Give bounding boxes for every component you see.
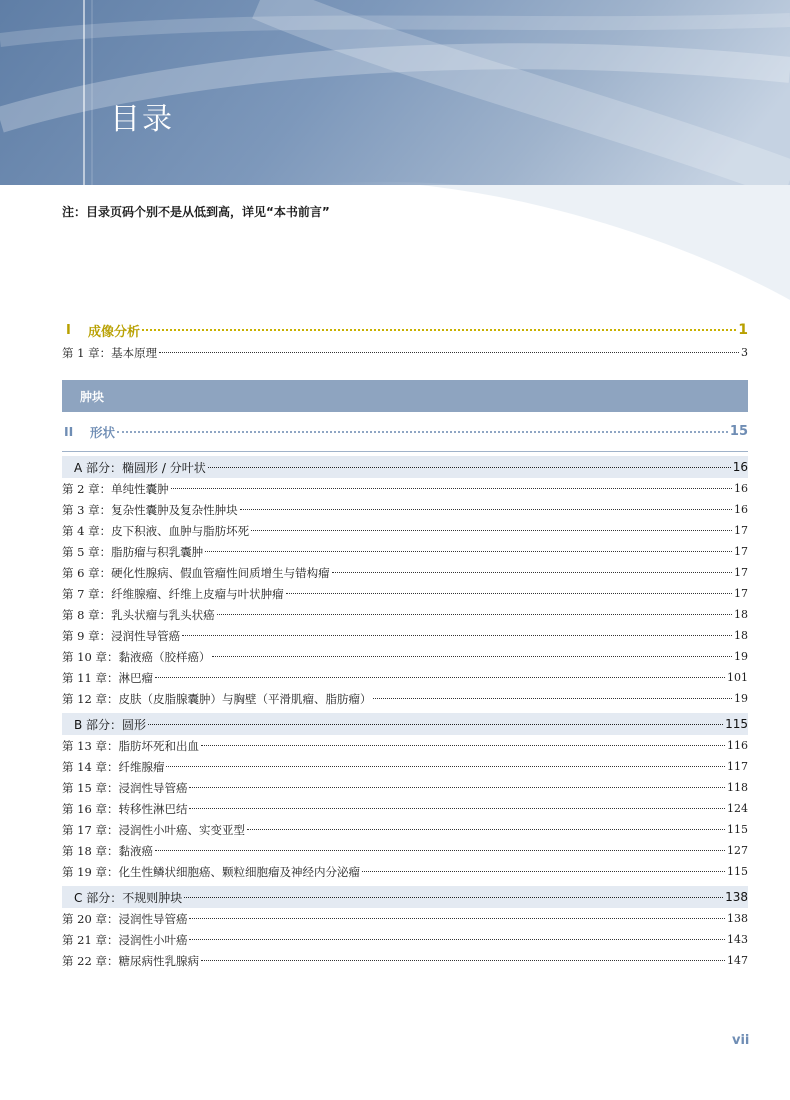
toc-section-c[interactable] [62,886,748,908]
dot-leader [171,488,732,489]
section-title: A 部分：椭圆形 / 分叶状 [74,460,206,475]
chapter-page: 138 [727,912,748,925]
part-number: I [66,322,71,338]
toc-chapter[interactable] [62,562,748,583]
chapter-title: 第 15 章：浸润性导管癌 [62,780,188,795]
chapter-page: 18 [734,629,748,642]
chapter-page: 17 [734,524,748,537]
chapter-title: 第 2 章：单纯性囊肿 [62,481,169,496]
chapter-title: 第 21 章：浸润性小叶癌 [62,932,188,947]
dot-leader [332,572,732,573]
toc-chapter[interactable] [62,777,748,798]
toc-chapter[interactable] [62,735,748,756]
chapter-title: 第 14 章：纤维腺瘤 [62,759,165,774]
chapter-page: 19 [734,692,748,705]
chapter-title: 第 20 章：浸润性导管癌 [62,911,188,926]
part-title: 成像分析 [88,324,141,340]
dot-leader [217,614,732,615]
dot-leader [155,677,725,678]
category-bar: 肿块 [62,380,748,412]
dot-leader [189,939,725,940]
chapter-title: 第 8 章：乳头状瘤与乳头状癌 [62,607,215,622]
chapter-title: 第 10 章：黏液癌（胶样癌） [62,649,211,664]
dot-leader [166,766,725,767]
chapter-page: 18 [734,608,748,621]
part-title: 形状 [90,424,116,440]
dot-leader [286,593,732,594]
toc-chapter[interactable] [62,929,748,950]
chapter-title: 第 7 章：纤维腺瘤、纤维上皮瘤与叶状肿瘤 [62,586,284,601]
toc-chapter[interactable] [62,798,748,819]
chapter-page: 117 [727,760,748,773]
page-number: vii [732,1033,750,1048]
chapter-page: 115 [727,823,748,836]
toc-chapter[interactable] [62,819,748,840]
chapter-title: 第 16 章：转移性淋巴结 [62,801,188,816]
toc-part-1[interactable] [62,318,748,342]
chapter-page: 118 [727,781,748,794]
note-text: 注：目录页码个别不是从低到高，详见“本书前言” [62,205,330,219]
toc-chapter[interactable] [62,688,748,709]
chapter-title: 第 12 章：皮肤（皮脂腺囊肿）与胸壁（平滑肌瘤、脂肪瘤） [62,691,372,706]
toc-chapter[interactable] [62,342,748,363]
part-number: II [64,424,74,439]
chapter-title: 第 18 章：黏液癌 [62,843,153,858]
toc-chapter[interactable] [62,756,748,777]
part-page: 15 [729,424,748,439]
chapter-title: 第 13 章：脂肪坏死和出血 [62,738,199,753]
dot-leader [247,829,725,830]
dot-leader [142,329,736,331]
chapter-title: 第 1 章：基本原理 [62,345,158,360]
chapter-title: 第 5 章：脂肪瘤与积乳囊肿 [62,544,204,559]
chapter-page: 16 [734,482,748,495]
toc-chapter[interactable] [62,840,748,861]
section-page: 138 [725,890,748,904]
dot-leader [189,918,725,919]
toc-chapter[interactable] [62,950,748,971]
toc-section-b[interactable] [62,713,748,735]
dot-leader [373,698,732,699]
toc-section-a[interactable] [62,456,748,478]
dot-leader [251,530,732,531]
dot-leader [362,871,725,872]
dot-leader [182,635,732,636]
banner-background [0,0,790,300]
dot-leader [240,509,732,510]
dot-leader [159,352,739,353]
section-page: 16 [732,460,748,474]
chapter-title: 第 11 章：淋巴瘤 [62,670,153,685]
dot-leader [205,551,732,552]
chapter-page: 16 [734,503,748,516]
chapter-page: 143 [727,933,748,946]
toc-chapter[interactable] [62,908,748,929]
toc-chapter[interactable] [62,625,748,646]
section-title: B 部分：圆形 [74,717,147,732]
section-title: C 部分：不规则肿块 [74,890,183,905]
header-banner [0,0,790,300]
page-title: 目录 [110,102,174,137]
chapter-page: 115 [727,865,748,878]
dot-leader [148,724,723,725]
dot-leader [184,897,723,898]
chapter-page: 17 [734,587,748,600]
dot-leader [117,431,728,433]
toc-chapter[interactable] [62,541,748,562]
dot-leader [201,960,725,961]
toc-chapter[interactable] [62,861,748,882]
dot-leader [208,467,731,468]
dot-leader [189,787,725,788]
chapter-title: 第 6 章：硬化性腺病、假血管瘤性间质增生与错构瘤 [62,565,330,580]
dot-leader [212,656,732,657]
toc-chapter[interactable] [62,478,748,499]
dot-leader [189,808,725,809]
toc-chapter[interactable] [62,499,748,520]
chapter-page: 127 [727,844,748,857]
toc-part-2[interactable] [62,412,748,452]
chapter-title: 第 17 章：浸润性小叶癌、实变亚型 [62,822,245,837]
chapter-page: 147 [727,954,748,967]
section-page: 115 [725,717,748,731]
chapter-title: 第 9 章：浸润性导管癌 [62,628,181,643]
chapter-title: 第 19 章：化生性鳞状细胞癌、颗粒细胞瘤及神经内分泌瘤 [62,864,360,879]
chapter-page: 17 [734,545,748,558]
dot-leader [155,850,725,851]
table-of-contents [62,318,748,971]
chapter-page: 19 [734,650,748,663]
chapter-title: 第 4 章：皮下积液、血肿与脂肪坏死 [62,523,250,538]
toc-chapter[interactable] [62,646,748,667]
chapter-page: 101 [727,671,748,684]
chapter-title: 第 22 章：糖尿病性乳腺病 [62,953,199,968]
part-page: 1 [738,322,748,338]
toc-chapter[interactable] [62,667,748,688]
toc-chapter[interactable] [62,520,748,541]
chapter-page: 124 [727,802,748,815]
chapter-page: 3 [741,346,748,359]
toc-chapter[interactable] [62,604,748,625]
toc-chapter[interactable] [62,583,748,604]
chapter-title: 第 3 章：复杂性囊肿及复杂性肿块 [62,502,238,517]
dot-leader [201,745,725,746]
chapter-page: 116 [727,739,748,752]
chapter-page: 17 [734,566,748,579]
